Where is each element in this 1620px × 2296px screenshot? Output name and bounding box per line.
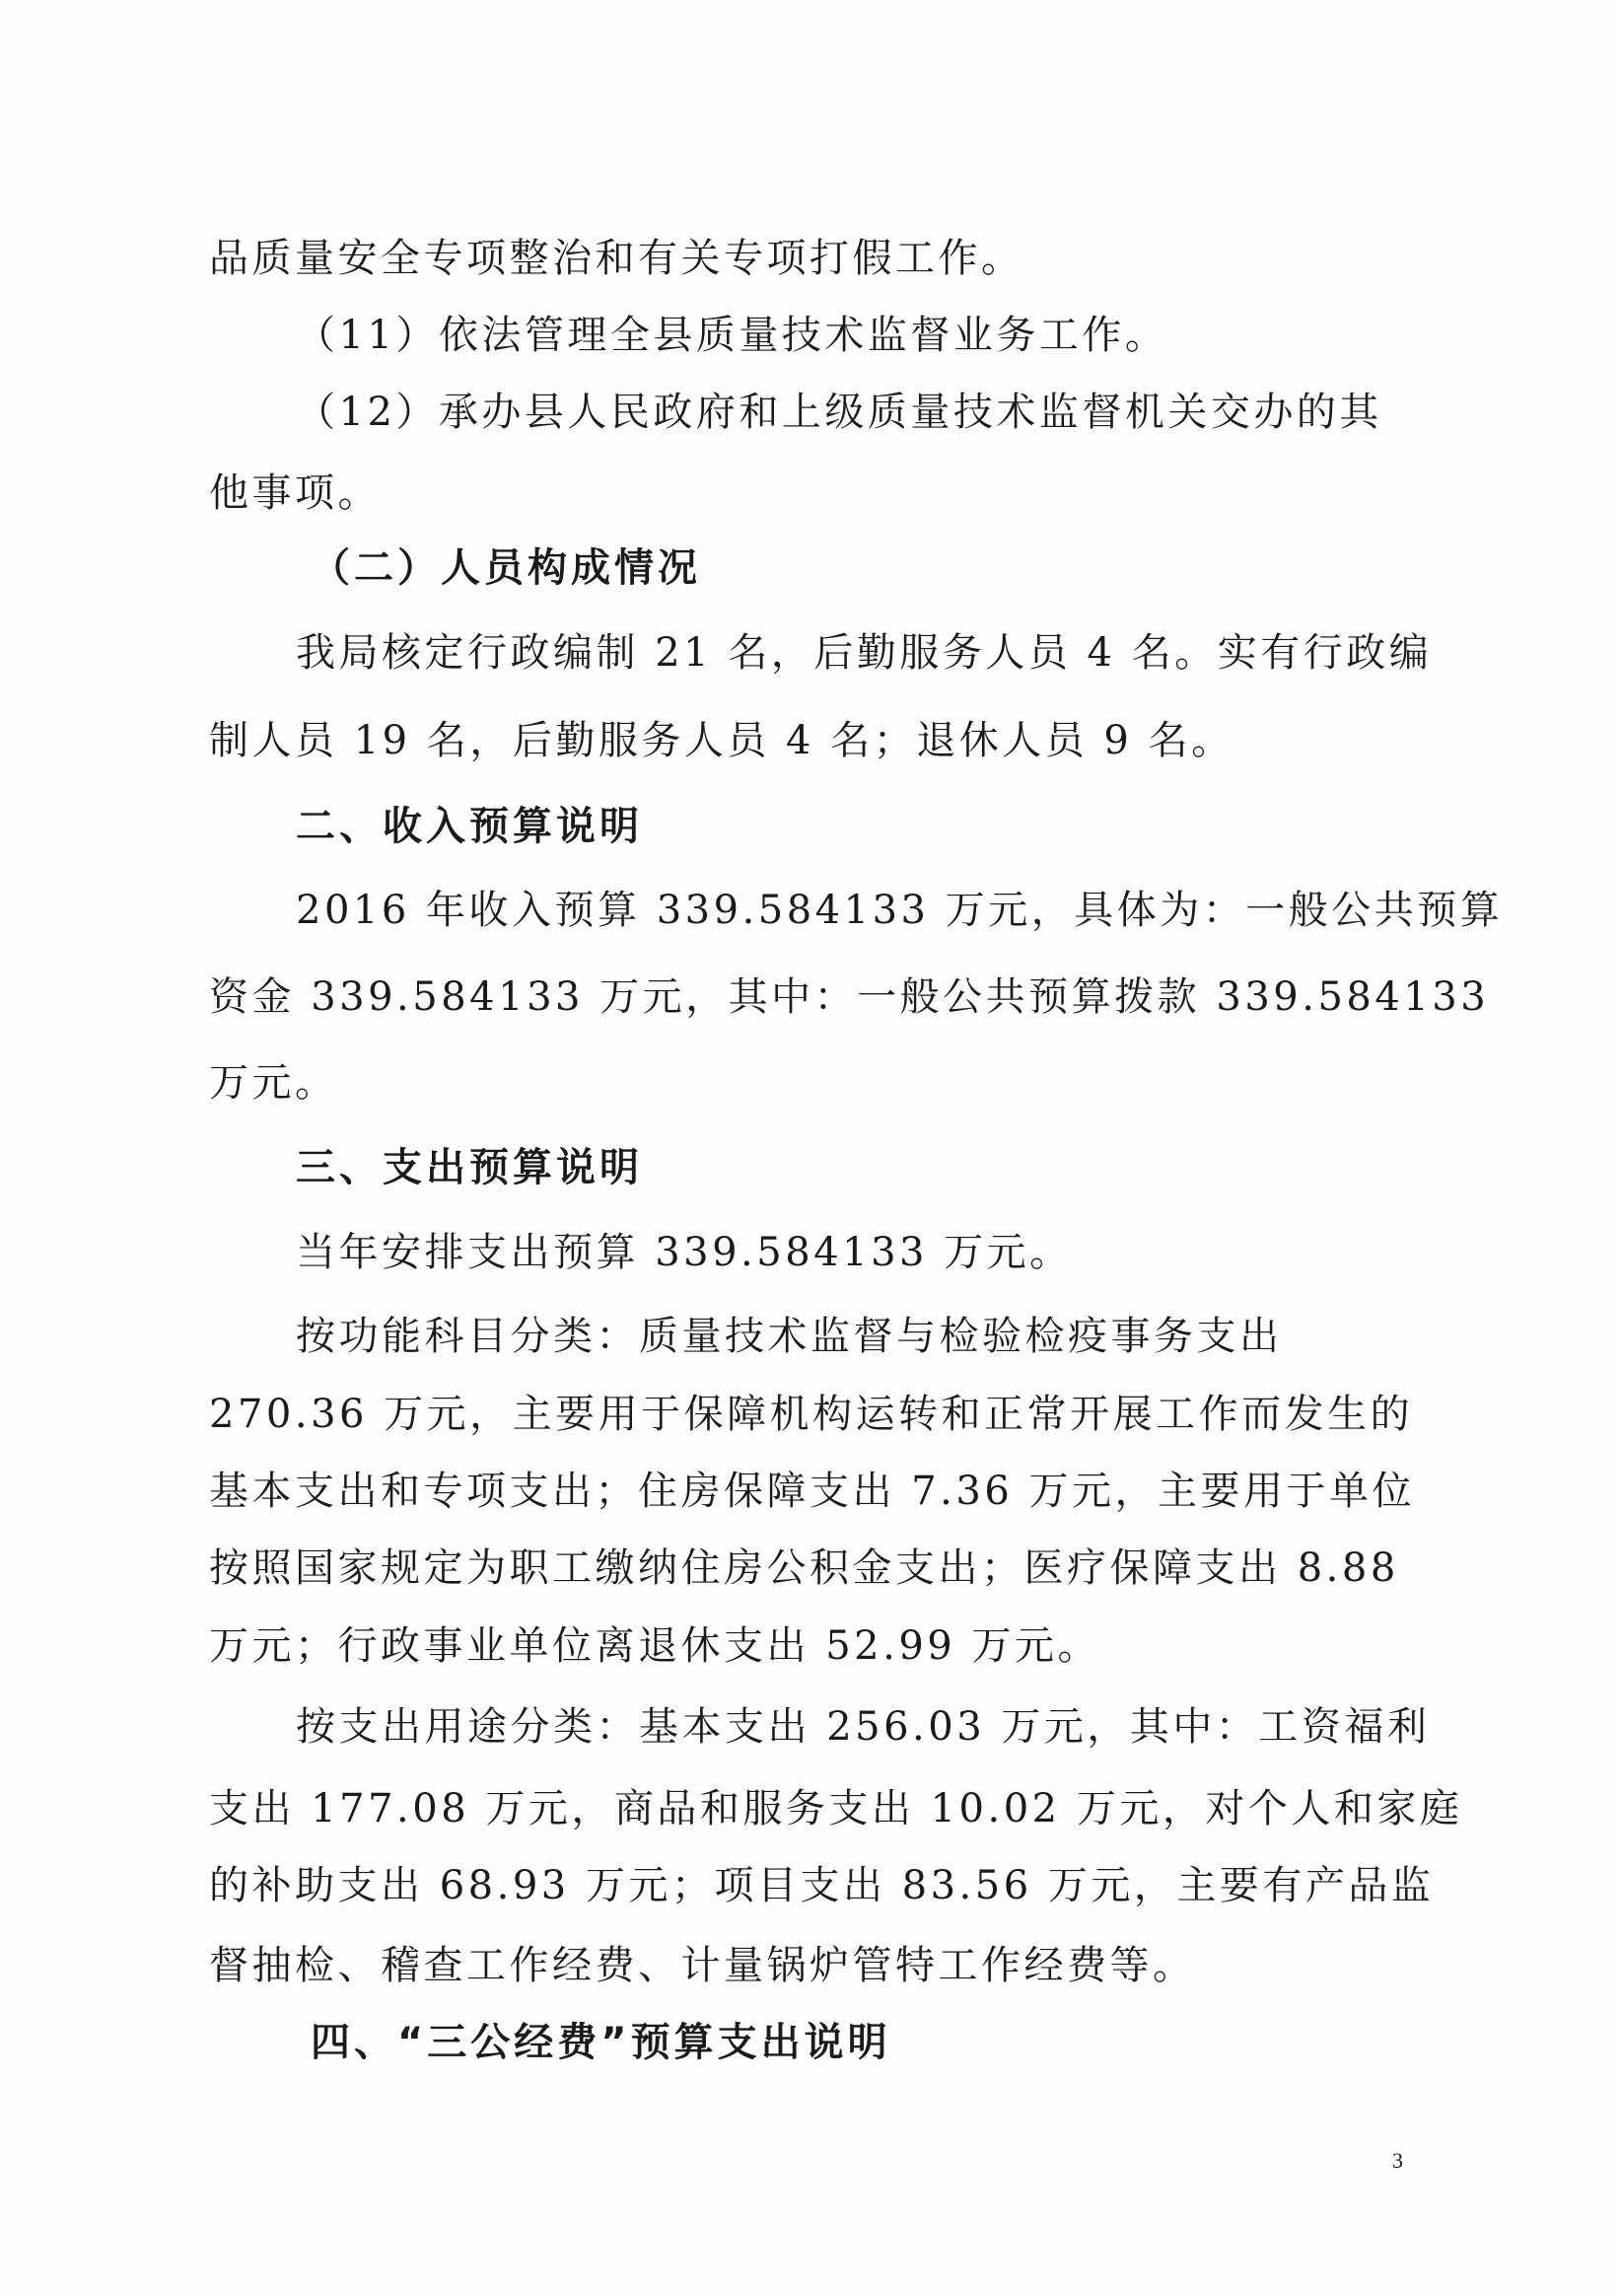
paragraph-line: 资金 339.584133 万元，其中：一般公共预算拨款 339.584133 bbox=[209, 974, 1490, 1020]
paragraph-line: 270.36 万元，主要用于保障机构运转和正常开展工作而发生的 bbox=[209, 1392, 1414, 1437]
paragraph-line: 支出 177.08 万元，商品和服务支出 10.02 万元，对个人和家庭 bbox=[209, 1786, 1463, 1831]
paragraph-line: 按支出用途分类：基本支出 256.03 万元，其中：工资福利 bbox=[296, 1704, 1431, 1750]
paragraph-line: 品质量安全专项整治和有关专项打假工作。 bbox=[209, 236, 1024, 281]
section-heading-expenditure: 三、支出预算说明 bbox=[296, 1145, 643, 1190]
paragraph-line: 我局核定行政编制 21 名，后勤服务人员 4 名。实有行政编 bbox=[296, 630, 1433, 676]
section-heading-three-public-expenses: 四、“三公经费”预算支出说明 bbox=[311, 2020, 891, 2065]
section-heading-staffing: （二）人员构成情况 bbox=[311, 545, 701, 591]
paragraph-line: 的补助支出 68.93 万元；项目支出 83.56 万元，主要有产品监 bbox=[209, 1863, 1435, 1908]
list-item-12: （12）承办县人民政府和上级质量技术监督机关交办的其 bbox=[296, 390, 1382, 435]
paragraph-line: 督抽检、稽查工作经费、计量锅炉管特工作经费等。 bbox=[209, 1943, 1196, 1988]
paragraph-line: 2016 年收入预算 339.584133 万元，具体为：一般公共预算 bbox=[296, 888, 1504, 933]
paragraph-line: 基本支出和专项支出；住房保障支出 7.36 万元，主要用于单位 bbox=[209, 1469, 1415, 1514]
paragraph-line: 制人员 19 名，后勤服务人员 4 名；退休人员 9 名。 bbox=[209, 718, 1234, 763]
paragraph-line: 按功能科目分类：质量技术监督与检验检疫事务支出 bbox=[296, 1314, 1283, 1359]
paragraph-line: 当年安排支出预算 339.584133 万元。 bbox=[296, 1230, 1073, 1275]
paragraph-line: 万元；行政事业单位离退休支出 52.99 万元。 bbox=[209, 1623, 1100, 1669]
paragraph-line: 按照国家规定为职工缴纳住房公积金支出；医疗保障支出 8.88 bbox=[209, 1545, 1399, 1591]
page-number: 3 bbox=[1392, 2148, 1403, 2173]
paragraph-line: 他事项。 bbox=[209, 470, 381, 516]
section-heading-income: 二、收入预算说明 bbox=[296, 804, 643, 849]
list-item-11: （11）依法管理全县质量技术监督业务工作。 bbox=[296, 313, 1168, 358]
paragraph-line: 万元。 bbox=[209, 1060, 338, 1106]
